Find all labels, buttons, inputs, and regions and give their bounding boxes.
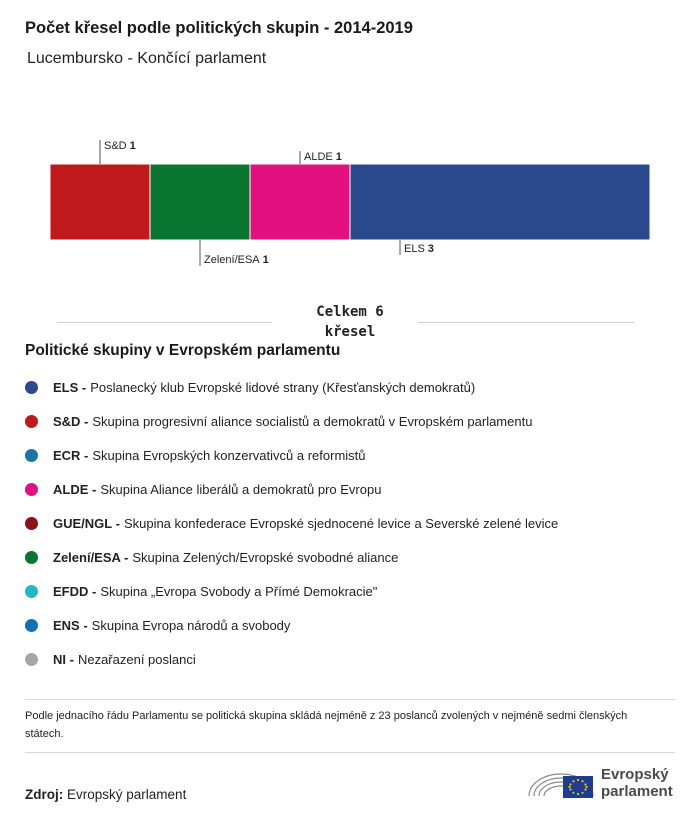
legend-item (25, 574, 558, 608)
legend-abbr: ELS - (53, 379, 87, 395)
total-divider-left (57, 322, 272, 323)
total-seats-label (275, 302, 425, 342)
chart-subtitle: Lucembursko - Končící parlament (27, 50, 267, 67)
bar-label-value: 1 (335, 151, 342, 163)
legend-item (25, 438, 558, 472)
legend-item (25, 642, 558, 676)
european-parliament-hemicycle-logo-icon (527, 760, 597, 804)
footnote-divider-bottom (25, 752, 675, 753)
legend-dot (25, 415, 38, 428)
legend-item (25, 540, 558, 574)
total-seats (0, 302, 700, 342)
legend-text: Poslanecký klub Evropské lidové strany (Křesťanských demokratů) (90, 379, 476, 395)
bar-label-category: Zelení/ESA (204, 254, 260, 266)
bar-segment (50, 164, 150, 240)
seat-bar-chart (0, 130, 700, 280)
legend-text: Skupina progresivní aliance socialistů a demokratů v Evropském parlamentu (92, 413, 533, 429)
legend-abbr: ENS - (53, 617, 88, 633)
bar-label-value: 1 (129, 140, 136, 152)
total-divider-right (418, 322, 634, 323)
legend-text: Skupina „Evropa Svobody a Přímé Demokracie" (100, 583, 378, 599)
legend-abbr: ECR - (53, 447, 89, 463)
legend-title: Politické skupiny v Evropském parlamentu (25, 342, 341, 359)
source-value: Evropský parlament (67, 787, 187, 802)
logo-line1: Evropský (601, 766, 669, 783)
legend-item (25, 404, 558, 438)
legend-dot (25, 551, 38, 564)
source-label: Zdroj: (25, 787, 64, 802)
legend-text: Skupina konfederace Evropské sjednocené levice a Severské zelené levice (123, 515, 559, 531)
legend-dot (25, 483, 38, 496)
legend-text: Skupina Evropských konzervativců a reformistů (92, 447, 366, 463)
footnote-divider-top (25, 699, 675, 700)
bar-label (104, 140, 136, 152)
legend-abbr: GUE/NGL - (53, 515, 120, 531)
legend-dot (25, 585, 38, 598)
logo-line2: parlament (601, 783, 673, 800)
bar-label (404, 243, 434, 255)
bar-label-value: 1 (262, 254, 269, 266)
bar-label-category: S&D (104, 140, 127, 152)
legend-abbr: NI - (53, 651, 74, 667)
legend-dot (25, 381, 38, 394)
legend-item (25, 608, 558, 642)
legend-dot (25, 517, 38, 530)
legend-dot (25, 619, 38, 632)
legend-dot (25, 653, 38, 666)
legend-abbr: S&D - (53, 413, 89, 429)
bar-segment (150, 164, 250, 240)
total-seats-line1: Celkem 6 (316, 304, 384, 320)
chart-title: Počet křesel podle politických skupin - 2014-2019 (25, 19, 413, 37)
legend-item (25, 370, 558, 404)
legend (25, 370, 558, 676)
legend-abbr: Zelení/ESA - (53, 549, 129, 565)
legend-text: Skupina Zelených/Evropské svobodné aliance (132, 549, 399, 565)
european-parliament-logo (527, 760, 687, 804)
total-seats-line2: křesel (324, 324, 376, 340)
legend-dot (25, 449, 38, 462)
bar-label-value: 3 (427, 243, 434, 255)
bar-segment (350, 164, 650, 240)
legend-abbr: EFDD - (53, 583, 97, 599)
legend-text: Skupina Evropa národů a svobody (91, 617, 291, 633)
legend-abbr: ALDE - (53, 481, 97, 497)
bar-label (204, 254, 269, 266)
legend-text: Nezařazení poslanci (77, 651, 196, 667)
footnote: Podle jednacího řádu Parlamentu se politická skupina skládá nejméně z 23 poslanců zvolených v nejméně sedmi členských státech. (25, 710, 628, 740)
bar-label-category: ALDE (304, 151, 333, 163)
source (25, 787, 186, 802)
bar-label (304, 151, 342, 163)
legend-text: Skupina Aliance liberálů a demokratů pro Evropu (100, 481, 382, 497)
logo-text (601, 766, 673, 800)
bar-segment (250, 164, 350, 240)
bar-label-category: ELS (404, 243, 425, 255)
legend-item (25, 506, 558, 540)
legend-item (25, 472, 558, 506)
